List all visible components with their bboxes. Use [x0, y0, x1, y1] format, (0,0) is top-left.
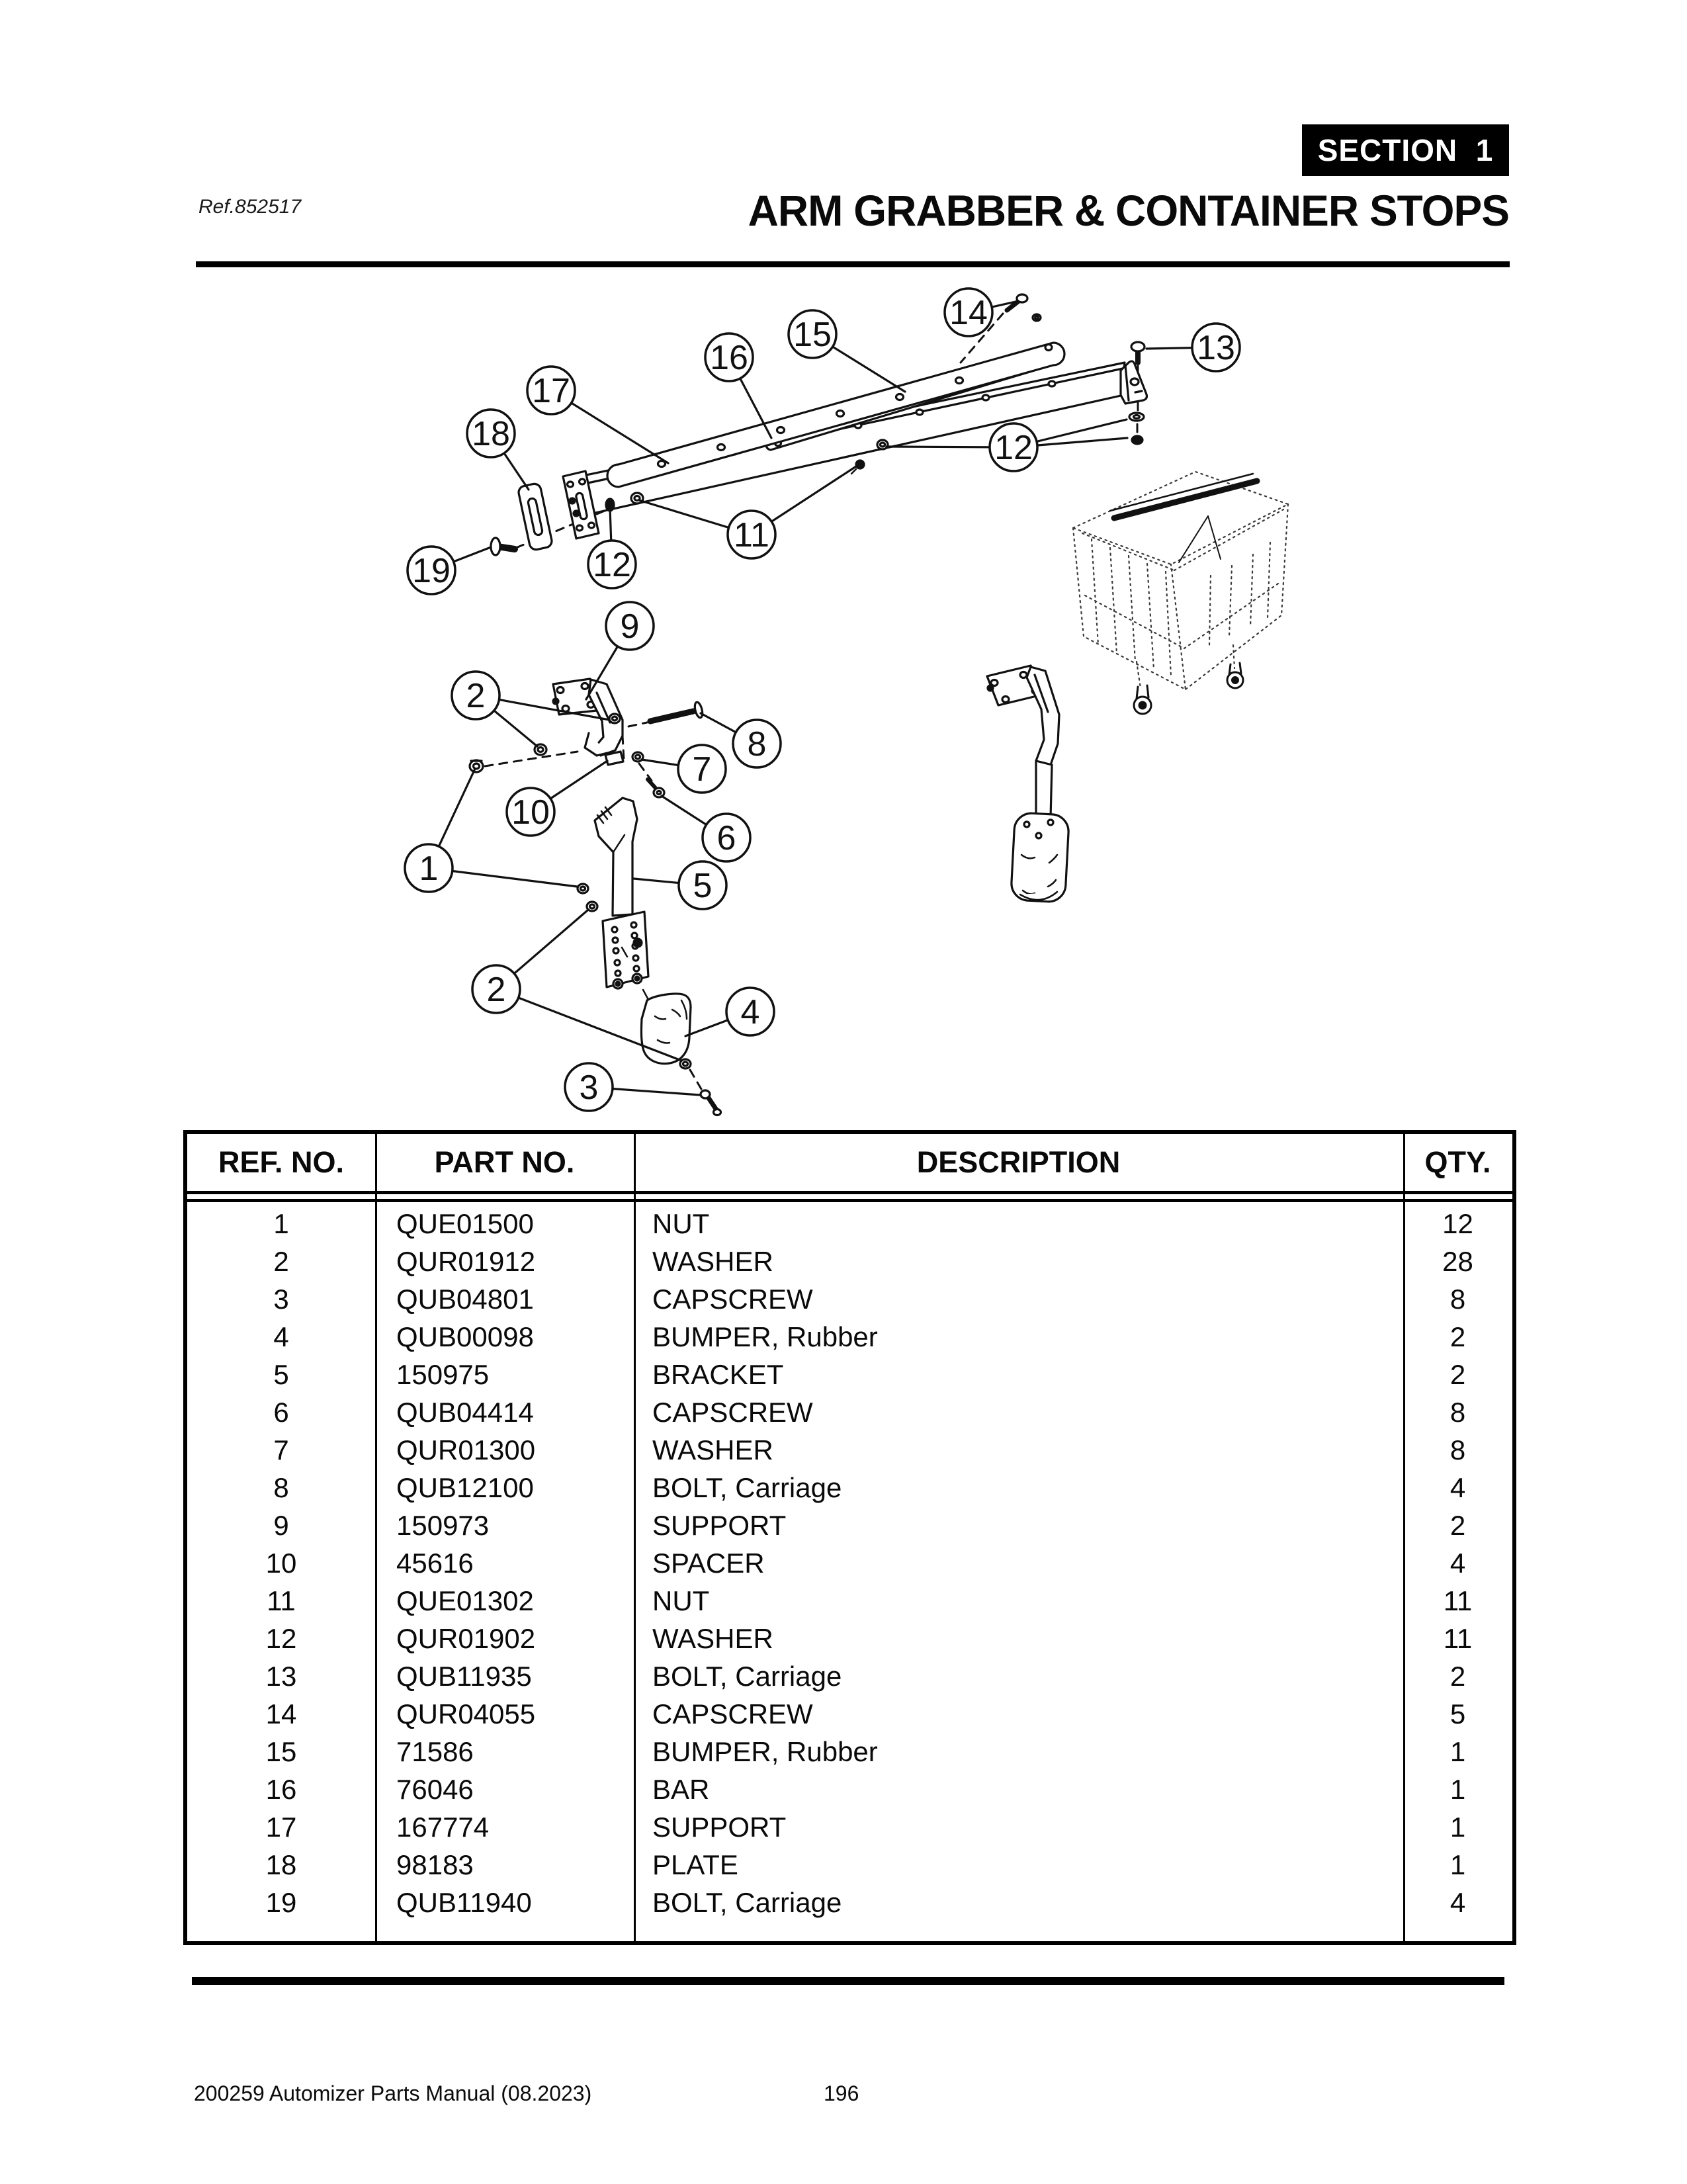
- table-row: [187, 1205, 1512, 1243]
- callout-18: [467, 410, 515, 457]
- svg-text:1: 1: [419, 850, 439, 888]
- cell-part-no: 98183: [396, 1849, 474, 1880]
- cell-ref-no: 16: [265, 1773, 297, 1805]
- cell-qty: 2: [1449, 1509, 1466, 1541]
- cell-description: BOLT, Carriage: [652, 1886, 842, 1918]
- cell-description: CAPSCREW: [652, 1698, 813, 1729]
- cell-ref-no: 2: [273, 1245, 289, 1277]
- cell-description: BOLT, Carriage: [652, 1660, 842, 1692]
- svg-text:15: 15: [793, 316, 832, 354]
- svg-text:2: 2: [466, 677, 486, 715]
- table-row: [187, 1733, 1512, 1770]
- cell-qty: 5: [1449, 1698, 1466, 1729]
- callout-12: [588, 541, 636, 588]
- cell-part-no: QUB00098: [396, 1321, 534, 1352]
- callout-4: [726, 988, 774, 1035]
- cell-part-no: 71586: [396, 1735, 474, 1767]
- cell-qty: 1: [1449, 1735, 1466, 1767]
- table-row: [187, 1695, 1512, 1733]
- footer-manual-label: 200259 Automizer Parts Manual (08.2023): [194, 2081, 592, 2105]
- plate-drawing: [517, 483, 553, 551]
- column-header-ref-no: REF. NO.: [218, 1145, 345, 1179]
- table-row: [187, 1582, 1512, 1620]
- cell-ref-no: 18: [265, 1849, 297, 1880]
- cell-part-no: QUR01300: [396, 1434, 536, 1465]
- section-badge: SECTION 1: [1302, 124, 1509, 176]
- perforated-plate-drawing: [603, 912, 648, 988]
- cell-qty: 8: [1449, 1283, 1466, 1315]
- cell-ref-no: 11: [267, 1585, 296, 1616]
- table-row: [187, 1356, 1512, 1393]
- cell-qty: 8: [1449, 1396, 1466, 1428]
- column-divider: [1403, 1134, 1405, 1941]
- svg-text:4: 4: [740, 993, 760, 1031]
- cell-description: BRACKET: [652, 1358, 784, 1390]
- cell-description: WASHER: [652, 1434, 773, 1465]
- table-row: [187, 1544, 1512, 1582]
- svg-text:16: 16: [710, 339, 748, 377]
- cell-ref-no: 17: [265, 1811, 297, 1843]
- parts-table: [183, 1130, 1516, 1945]
- callout-9: [606, 602, 654, 650]
- table-row: [187, 1770, 1512, 1808]
- footer-rule: [192, 1977, 1504, 1985]
- callout-15: [789, 310, 836, 358]
- cell-part-no: QUB04801: [396, 1283, 534, 1315]
- carriage-bolt-8-drawing: [650, 701, 704, 721]
- table-body: [187, 1202, 1512, 1921]
- column-header-description: DESCRIPTION: [916, 1145, 1121, 1179]
- svg-text:2: 2: [486, 971, 506, 1009]
- cell-description: BAR: [652, 1773, 710, 1805]
- cell-part-no: QUR01912: [396, 1245, 536, 1277]
- svg-text:12: 12: [994, 429, 1033, 467]
- cell-ref-no: 10: [265, 1547, 297, 1579]
- column-header-part-no: PART NO.: [434, 1145, 575, 1179]
- callout-17: [527, 367, 575, 414]
- cell-description: SPACER: [652, 1547, 765, 1579]
- cell-ref-no: 19: [265, 1886, 297, 1918]
- cell-ref-no: 9: [273, 1509, 289, 1541]
- cell-qty: 1: [1449, 1811, 1466, 1843]
- assembled-bracket-drawing: [987, 666, 1069, 902]
- page-title: ARM GRABBER & CONTAINER STOPS: [748, 186, 1509, 235]
- svg-text:11: 11: [734, 516, 769, 554]
- cell-ref-no: 5: [273, 1358, 289, 1390]
- cell-description: WASHER: [652, 1245, 773, 1277]
- table-row: [187, 1808, 1512, 1846]
- cell-part-no: QUB04414: [396, 1396, 534, 1428]
- cell-qty: 11: [1443, 1585, 1473, 1616]
- cell-qty: 1: [1449, 1773, 1466, 1805]
- svg-text:9: 9: [620, 607, 640, 646]
- cell-ref-no: 7: [273, 1434, 289, 1465]
- cell-description: SUPPORT: [652, 1509, 787, 1541]
- cell-part-no: 45616: [396, 1547, 474, 1579]
- cell-description: CAPSCREW: [652, 1283, 813, 1315]
- callout-1: [405, 844, 453, 892]
- cell-ref-no: 4: [273, 1321, 289, 1352]
- cell-part-no: QUR01902: [396, 1622, 536, 1654]
- callout-11: [728, 511, 775, 558]
- cell-description: WASHER: [652, 1622, 773, 1654]
- spacer-10-drawing: [605, 752, 623, 765]
- svg-text:17: 17: [532, 372, 570, 410]
- cell-qty: 4: [1449, 1547, 1466, 1579]
- svg-text:3: 3: [579, 1069, 599, 1107]
- cell-part-no: QUB11940: [396, 1886, 532, 1918]
- svg-text:18: 18: [472, 415, 510, 453]
- callout-14: [945, 288, 992, 336]
- cell-part-no: 76046: [396, 1773, 474, 1805]
- cell-ref-no: 15: [265, 1735, 297, 1767]
- footer-page-number: 196: [824, 2081, 859, 2105]
- end-bracket-drawing: [1121, 361, 1146, 404]
- svg-text:12: 12: [593, 546, 631, 584]
- callout-2: [472, 965, 520, 1013]
- callout-8: [733, 720, 781, 767]
- cell-description: NUT: [652, 1207, 710, 1239]
- cell-part-no: 150973: [396, 1509, 490, 1541]
- svg-text:7: 7: [692, 750, 712, 789]
- cell-ref-no: 14: [265, 1698, 297, 1729]
- svg-text:10: 10: [511, 793, 550, 832]
- cell-description: CAPSCREW: [652, 1396, 813, 1428]
- ref-number: Ref.852517: [198, 196, 302, 218]
- cell-part-no: 167774: [396, 1811, 490, 1843]
- callout-19: [408, 546, 455, 594]
- table-row: [187, 1846, 1512, 1884]
- cell-part-no: QUB11935: [396, 1660, 532, 1692]
- cell-qty: 2: [1449, 1321, 1466, 1352]
- cell-part-no: QUR04055: [396, 1698, 536, 1729]
- cell-part-no: QUE01500: [396, 1207, 534, 1239]
- table-row: [187, 1318, 1512, 1356]
- svg-text:6: 6: [716, 819, 736, 857]
- table-row: [187, 1243, 1512, 1280]
- svg-text:8: 8: [747, 725, 767, 764]
- table-row: [187, 1657, 1512, 1695]
- table-row: [187, 1280, 1512, 1318]
- callout-2: [452, 672, 499, 719]
- cell-ref-no: 3: [273, 1283, 289, 1315]
- column-header-qty: QTY.: [1424, 1145, 1491, 1179]
- cell-qty: 2: [1449, 1358, 1466, 1390]
- cell-qty: 28: [1442, 1245, 1473, 1277]
- cell-part-no: 150975: [396, 1358, 490, 1390]
- rubber-bumper-drawing: [641, 990, 691, 1064]
- cell-description: SUPPORT: [652, 1811, 787, 1843]
- cell-ref-no: 1: [273, 1207, 289, 1239]
- cell-ref-no: 6: [273, 1396, 289, 1428]
- svg-text:14: 14: [949, 294, 988, 332]
- cell-part-no: QUE01302: [396, 1585, 534, 1616]
- callout-3: [565, 1063, 613, 1111]
- cell-description: NUT: [652, 1585, 710, 1616]
- svg-text:13: 13: [1197, 329, 1235, 367]
- cell-qty: 4: [1449, 1886, 1466, 1918]
- cell-qty: 12: [1442, 1207, 1473, 1239]
- cell-qty: 11: [1443, 1622, 1473, 1654]
- cell-description: PLATE: [652, 1849, 738, 1880]
- nut-washer-left-drawing: [578, 884, 597, 911]
- column-divider: [634, 1134, 636, 1941]
- svg-text:5: 5: [693, 867, 713, 905]
- callout-6: [703, 814, 750, 861]
- container-sketch: [1073, 472, 1288, 714]
- cell-description: BOLT, Carriage: [652, 1471, 842, 1503]
- callout-13: [1192, 324, 1240, 371]
- cell-qty: 4: [1449, 1471, 1466, 1503]
- cell-description: BUMPER, Rubber: [652, 1735, 878, 1767]
- cell-qty: 1: [1449, 1849, 1466, 1880]
- capscrew-6-drawing: [648, 779, 664, 797]
- capscrew-14-drawing: [1007, 294, 1041, 321]
- column-divider: [375, 1134, 377, 1941]
- cell-qty: 8: [1449, 1434, 1466, 1465]
- callout-5: [679, 861, 726, 909]
- table-header-row: [187, 1134, 1512, 1194]
- callout-12: [990, 423, 1037, 471]
- cell-description: BUMPER, Rubber: [652, 1321, 878, 1352]
- cell-ref-no: 12: [265, 1622, 297, 1654]
- table-row: [187, 1884, 1512, 1921]
- callout-7: [678, 745, 726, 793]
- table-header-double-rule: [187, 1194, 1512, 1202]
- table-row: [187, 1620, 1512, 1657]
- carriage-bolt-19-drawing: [491, 538, 515, 555]
- table-row: [187, 1469, 1512, 1507]
- callout-10: [507, 788, 554, 836]
- cell-ref-no: 13: [265, 1660, 297, 1692]
- cell-qty: 2: [1449, 1660, 1466, 1692]
- cell-part-no: QUB12100: [396, 1471, 534, 1503]
- nut-1-drawing: [470, 760, 483, 772]
- table-row: [187, 1393, 1512, 1431]
- cell-ref-no: 8: [273, 1471, 289, 1503]
- callout-16: [705, 333, 753, 381]
- bracket-arm-drawing: [595, 798, 637, 916]
- table-row: [187, 1431, 1512, 1469]
- svg-text:19: 19: [412, 552, 451, 590]
- table-row: [187, 1507, 1512, 1544]
